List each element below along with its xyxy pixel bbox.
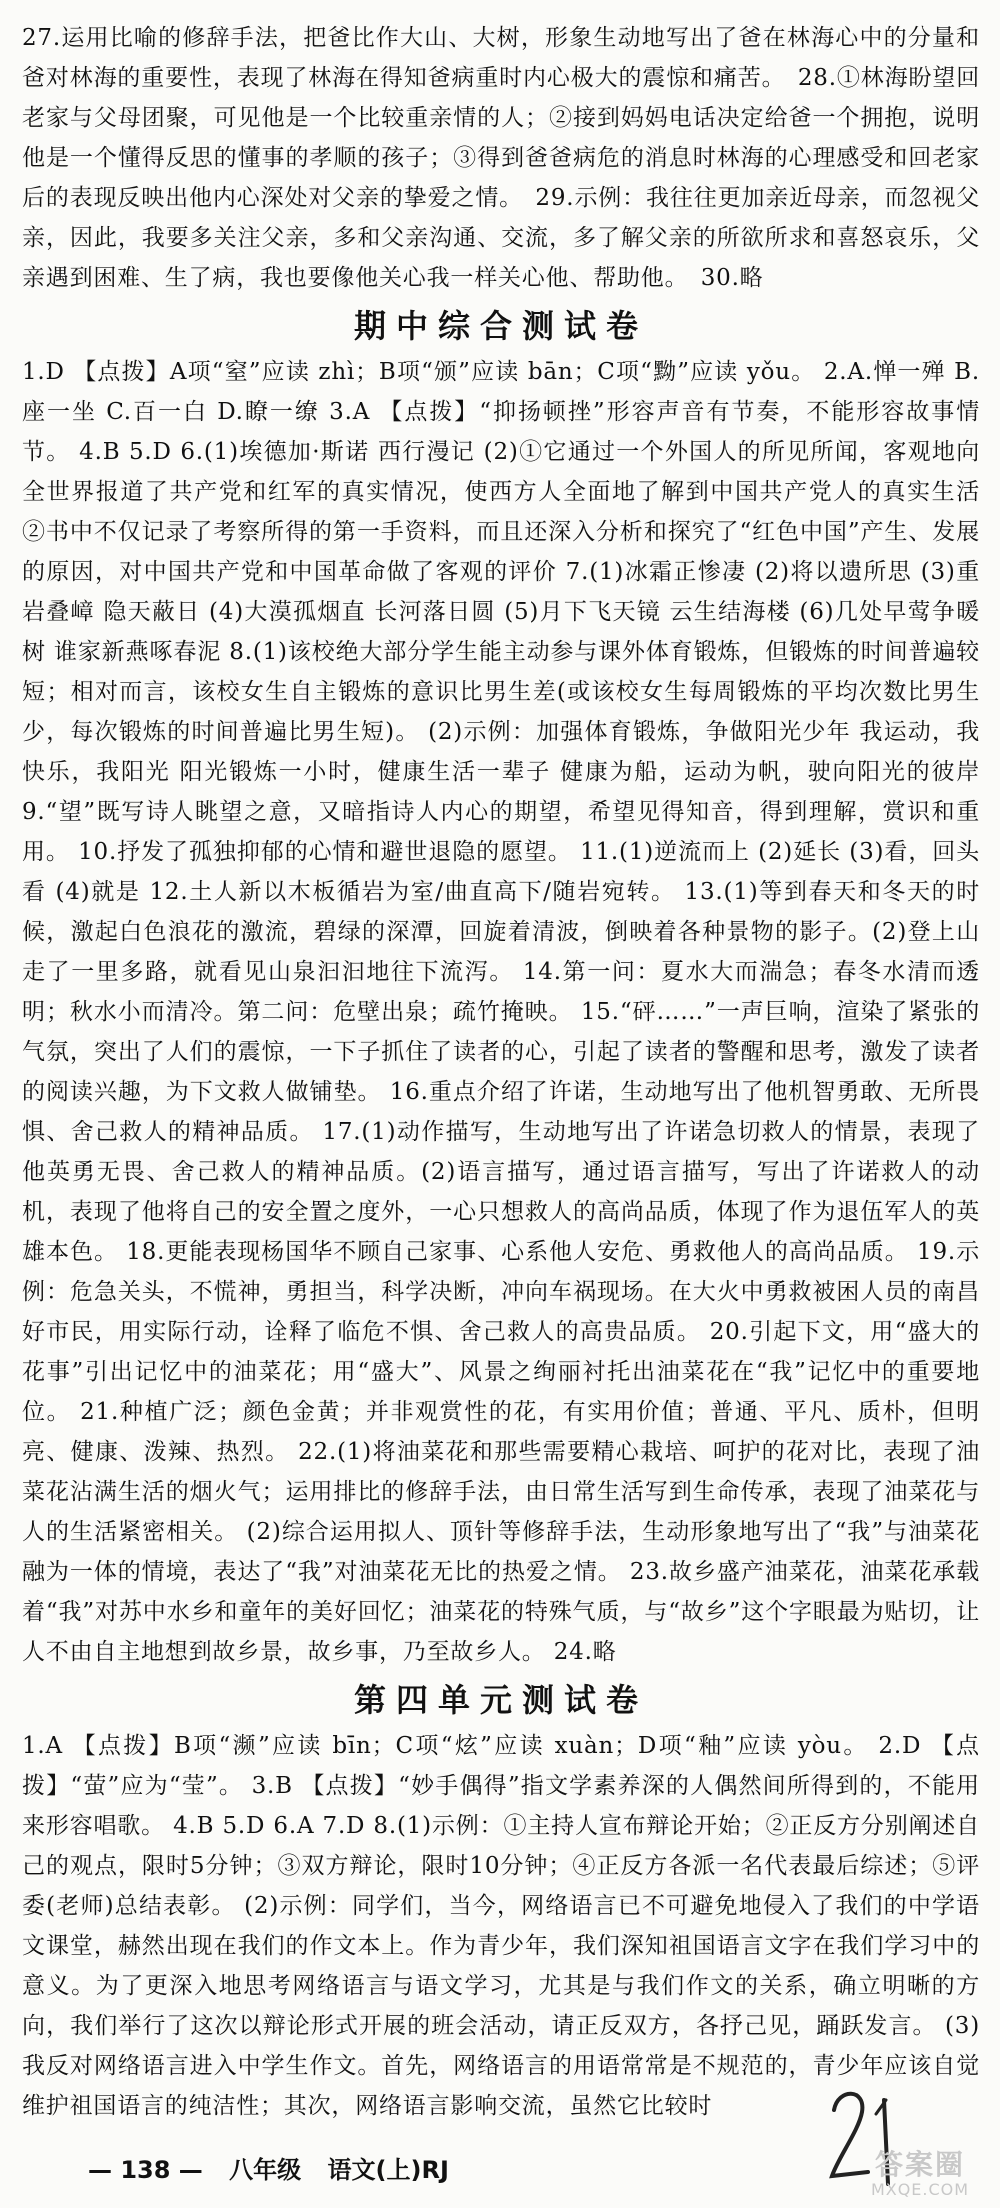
watermark-logo bbox=[850, 2150, 990, 2208]
section-title-unit4: 第四单元测试卷 bbox=[353, 1681, 648, 1719]
answer-block-unit4: 1.A 【点拨】B项“濒”应读 bīn；C项“炫”应读 xuàn；D项“釉”应读 yòu。 2.D 【点拨】“萤”应为“莹”。 3.B 【点拨】“妙手偶得”指文学素养深的人偶然间所得到的，不能用来形容唱歌。 4.B 5.D 6.A 7.D 8.(1)示例：①主持人宣布辩论开始；②正反方分别阐述自己的观点，限时5分钟；③双方辩论，限时10分钟；④正反方各派一名代表最后综述；⑤评委(老师)总结表彰。 (2)示例：同学们，当今，网络语言已不可避免地侵入了我们的中学语文课堂，赫然出现在我们的作文本上。作为青少年，我们深知祖国语言文字在我们学习中的意义。为了更深入地思考网络语言与语文学习，尤其是与我们作文的关系，确立明晰的方向，我们举行了这次以辩论形式开展的班会活动，请正反双方，各抒己见，踊跃发言。 (3)我反对网络语言进入中学生作文。首先，网络语言的用语常常是不规范的，青少年应该自觉维护祖国语言的纯洁性；其次，网络语言影响交流，虽然它比较时 bbox=[22, 1733, 980, 2119]
answer-block-midterm: 1.D 【点拨】A项“窒”应读 zhì；B项“颁”应读 bān；C项“黝”应读 yǒu。 2.A.惮一殚 B.座一坐 C.百一白 D.瞭一缭 3.A 【点拨】“抑扬顿挫”形容声音有节奏，不能形容故事情节。 4.B 5.D 6.(1)埃德加·斯诺 西行漫记 (2)①它通过一个外国人的所见所闻，客观地向全世界报道了共产党和红军的真实情况，使西方人全面地了解到中国共产党人的真实生活 ②书中不仅记录了考察所得的第一手资料，而且还深入分析和探究了“红色中国”产生、发展的原因，对中国共产党和中国革命做了客观的评价 7.(1)冰霜正惨凄 (2)将以遗所思 (3)重岩叠嶂 隐天蔽日 (4)大漠孤烟直 长河落日圆 (5)月下飞天镜 云生结海楼 (6)几处早莺争暖树 谁家新燕啄春泥 8.(1)该校绝大部分学生能主动参与课外体育锻炼，但锻炼的时间普遍较短；相对而言，该校女生自主锻炼的意识比男生差(或该校女生每周锻炼的平均次数比男生少，每次锻炼的时间普遍比男生短)。 (2)示例：加强体育锻炼，争做阳光少年 我运动，我快乐，我阳光 阳光锻炼一小时，健康生活一辈子 健康为船，运动为帆，驶向阳光的彼岸 9.“望”既写诗人眺望之意，又暗指诗人内心的期望，希望见得知音，得到理解，赏识和重用。 10.抒发了孤独抑郁的心情和避世退隐的愿望。 11.(1)逆流而上 (2)延长 (3)看，回头看 (4)就是 12.土人新以木板循岩为室/曲直高下/随岩宛转。 13.(1)等到春天和冬天的时候，激起白色浪花的激流，碧绿的深潭，回旋着清波，倒映着各种景物的影子。(2)登上山走了一里多路，就看见山泉汩汩地往下流泻。 14.第一问：夏水大而湍急；春冬水清而透明；秋水小而清冷。第二问：危壁出泉；疏竹掩映。 15.“砰……”一声巨响，渲染了紧张的气氛，突出了人们的震惊，一下子抓住了读者的心，引起了读者的警醒和思考，激发了读者的阅读兴趣，为下文救人做铺垫。 16.重点介绍了许诺，生动地写出了他机智勇敢、无所畏惧、舍己救人的精神品质。 17.(1)动作描写，生动地写出了许诺急切救人的情景，表现了他英勇无畏、舍己救人的精神品质。(2)语言描写，通过语言描写，写出了许诺救人的动机，表现了他将自己的安全置之度外，一心只想救人的高尚品质，体现了作为退伍军人的英雄本色。 18.更能表现杨国华不顾自己家事、心系他人安危、勇救他人的高尚品质。 19.示例：危急关头，不慌神，勇担当，科学决断，冲向车祸现场。在大火中勇救被困人员的南昌好市民，用实际行动，诠释了临危不惧、舍己救人的高贵品质。 20.引起下文，用“盛大的花事”引出记忆中的油菜花；用“盛大”、风景之绚丽衬托出油菜花在“我”记忆中的重要地位。 21.种植广泛；颜色金黄；并非观赏性的花，有实用价值；普通、平凡、质朴，但明亮、健康、泼辣、热烈。 22.(1)将油菜花和那些需要精心栽培、呵护的花对比，表现了油菜花沾满生活的烟火气；运用排比的修辞手法，由日常生活写到生命传承，表现了油菜花与人的生活紧密相关。 (2)综合运用拟人、顶针等修辞手法，生动形象地写出了“我”与油菜花融为一体的情境，表达了“我”对油菜花无比的热爱之情。 23.故乡盛产油菜花，油菜花承载着“我”对苏中水乡和童年的美好回忆；油菜花的特殊气质，与“故乡”这个字眼最为贴切，让人不由自主地想到故乡景，故乡事，乃至故乡人。 24.略 bbox=[22, 359, 980, 1665]
watermark-text: 答案圈 bbox=[874, 2148, 965, 2181]
page-footer bbox=[88, 2150, 688, 2190]
page-number: — 138 — bbox=[88, 2156, 203, 2184]
subject-label: 语文(上)RJ bbox=[327, 2156, 449, 2184]
watermark-url: MXQE.COM bbox=[870, 2180, 970, 2199]
answer-page bbox=[22, 18, 980, 2126]
grade-label: 八年级 bbox=[229, 2156, 302, 2184]
answer-block-ending-unit: 27.运用比喻的修辞手法，把爸比作大山、大树，形象生动地写出了爸在林海心中的分量和爸对林海的重要性，表现了林海在得知爸病重时内心极大的震惊和痛苦。 28.①林海盼望回老家与父母团聚，可见他是一个比较重亲情的人；②接到妈妈电话决定给爸一个拥抱，说明他是一个懂得反思的懂事的孝顺的孩子；③得到爸爸病危的消息时林海的心理感受和回老家后的表现反映出他内心深处对父亲的挚爱之情。 29.示例：我往往更加亲近母亲，而忽视父亲，因此，我要多关注父亲，多和父亲沟通、交流，多了解父亲的所欲所求和喜怒哀乐，父亲遇到困难、生了病，我也要像他关心我一样关心他、帮助他。 30.略 bbox=[22, 25, 980, 291]
section-title-midterm: 期中综合测试卷 bbox=[353, 307, 648, 345]
